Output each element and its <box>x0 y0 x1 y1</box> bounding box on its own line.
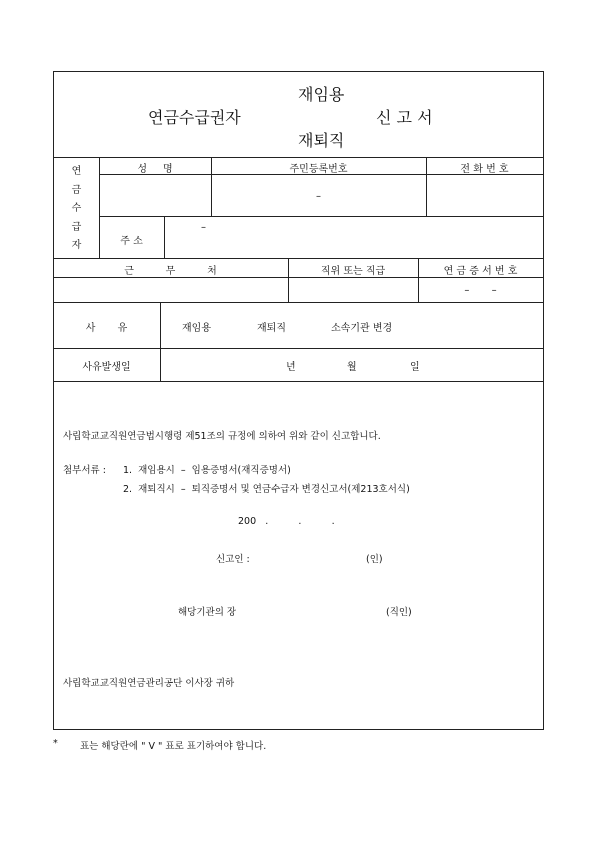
row-label-char: 연 <box>71 166 82 177</box>
row-label-char: 자 <box>71 240 82 251</box>
phone-field[interactable] <box>427 175 542 215</box>
name-header: 성 명 <box>137 164 173 175</box>
occurrence-month[interactable]: 월 <box>347 362 357 373</box>
workplace-field[interactable] <box>54 278 287 301</box>
occurrence-year[interactable]: 년 <box>286 362 296 373</box>
position-header: 직위 또는 직급 <box>320 266 386 277</box>
rrn-field[interactable]: – <box>316 191 321 202</box>
applicant-row-label <box>54 163 99 256</box>
rule <box>53 258 544 259</box>
reason-label: 사 유 <box>85 323 128 334</box>
rule <box>53 157 544 158</box>
institution-head-label: 해당기관의 장 <box>178 607 237 618</box>
attachment-item-1: 1. 재임용시 – 임용증명서(재직증명서) <box>123 465 291 476</box>
frame-top <box>53 71 544 72</box>
phone-header: 전 화 번 호 <box>460 164 509 175</box>
rule <box>53 302 544 303</box>
rule <box>53 381 544 382</box>
recipient: 사립학교교직원연금관리공단 이사장 귀하 <box>63 678 235 689</box>
title-reappointment: 재임용 <box>298 85 345 104</box>
reason-option-reappointment[interactable]: 재임용 <box>182 323 211 334</box>
reason-option-transfer[interactable]: 소속기관 변경 <box>331 323 393 334</box>
rule <box>160 302 161 381</box>
report-statement: 사립학교교직원연금법시행령 제51조의 규정에 의하여 위와 같이 신고합니다. <box>63 431 381 442</box>
footnote-mark: * <box>53 738 58 749</box>
workplace-header: 근 무 처 <box>124 266 217 277</box>
attachment-item-2: 2. 재퇴직시 – 퇴직증명서 및 연금수급자 변경신고서(제213호서식) <box>123 484 410 495</box>
name-field[interactable] <box>100 175 210 215</box>
row-label-char: 금 <box>71 184 82 196</box>
footnote-text: 표는 해당란에 " V " 표로 표기하여야 합니다. <box>80 741 267 752</box>
address-field[interactable]: – <box>201 222 206 233</box>
reason-option-reretirement[interactable]: 재퇴직 <box>257 323 286 334</box>
title-reretirement: 재퇴직 <box>298 131 345 150</box>
address-label: 주 소 <box>120 236 143 247</box>
cert-number-header: 연 금 증 서 번 호 <box>443 266 518 277</box>
position-field[interactable] <box>289 278 417 301</box>
attachments-label: 첨부서류 : <box>63 465 106 476</box>
title-report: 신 고 서 <box>376 108 433 127</box>
rule <box>99 216 544 217</box>
report-date[interactable]: 200 . . . <box>238 516 335 527</box>
frame-right <box>543 71 544 730</box>
occurrence-date-label: 사유발생일 <box>82 362 131 373</box>
rule <box>53 348 544 349</box>
row-label-char: 수 <box>71 203 82 214</box>
institution-seal: (직인) <box>386 607 412 618</box>
occurrence-day[interactable]: 일 <box>410 362 420 373</box>
rrn-header: 주민등록번호 <box>289 164 348 175</box>
reporter-label: 신고인 : <box>216 554 250 565</box>
row-label-char: 급 <box>71 221 82 233</box>
frame-bottom <box>53 729 544 730</box>
cert-number-field[interactable]: – – <box>464 285 497 296</box>
reporter-seal: (인) <box>366 554 383 565</box>
rule <box>164 216 165 258</box>
title-pension-recipient: 연금수급권자 <box>148 108 241 127</box>
